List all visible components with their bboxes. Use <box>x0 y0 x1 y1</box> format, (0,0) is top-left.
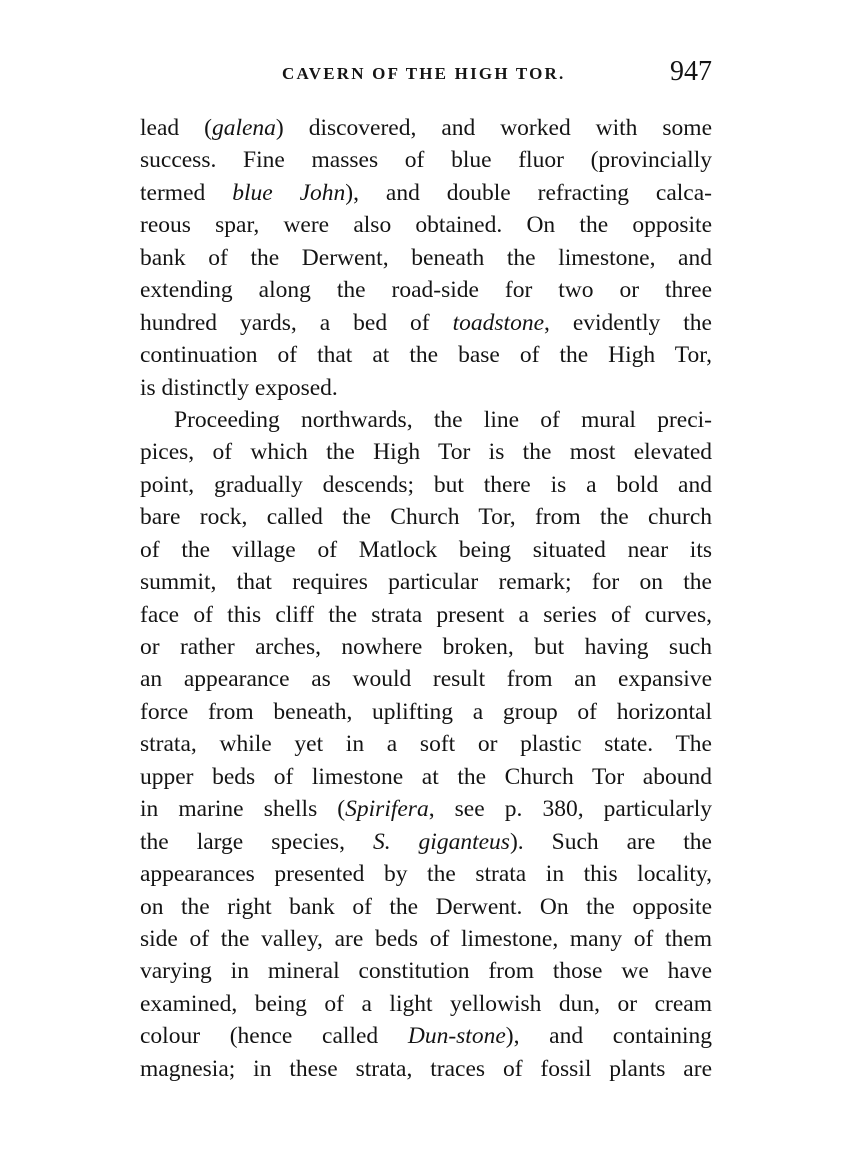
running-head <box>140 56 712 96</box>
text-line <box>140 177 712 209</box>
italic-run: S. giganteus <box>372 828 510 855</box>
text-line <box>140 761 712 793</box>
text-line <box>140 436 712 468</box>
text-run: examined, being of a light yellowish dun, or cream <box>140 990 712 1017</box>
italic-run: galena <box>211 115 276 141</box>
text-run: ). Such are the <box>509 828 712 855</box>
text-run: , evidently the <box>544 309 712 336</box>
text-run: is distinctly exposed. <box>140 374 338 401</box>
text-line <box>140 209 712 241</box>
text-run: hundred yards, a bed of <box>140 309 453 336</box>
text-run: Proceeding northwards, the line of mural preci- <box>174 406 712 433</box>
text-line <box>140 631 712 663</box>
text-line <box>140 112 712 144</box>
text-run: ) discovered, and worked with some <box>275 115 712 141</box>
text-run: magnesia; in these strata, traces of fossil plants are <box>140 1055 712 1082</box>
text-line <box>140 534 712 566</box>
text-line <box>140 307 712 339</box>
text-run: varying in mineral constitution from those we have <box>140 958 712 985</box>
text-line <box>140 923 712 955</box>
text-line <box>140 793 712 825</box>
italic-run: Dun-stone <box>407 1023 506 1050</box>
text-run: appearances presented by the strata in this locality, <box>140 861 712 888</box>
text-run: bank of the Derwent, beneath the limestone, and <box>140 244 712 271</box>
text-run: , see p. 380, particularly <box>428 796 712 823</box>
text-run: pices, of which the High Tor is the most elevated <box>140 439 712 466</box>
text-run: lead ( <box>140 115 212 141</box>
text-run: continuation of that at the base of the High Tor, <box>140 342 712 369</box>
text-run: colour (hence called <box>140 1023 408 1050</box>
text-line <box>140 566 712 598</box>
italic-run: blue John <box>232 179 346 206</box>
text-line <box>140 858 712 890</box>
text-run: summit, that requires particular remark; for on the <box>140 569 712 596</box>
text-line <box>140 144 712 176</box>
page-number: 947 <box>670 56 712 87</box>
paragraph <box>140 404 712 1085</box>
text-run: face of this cliff the strata present a series of curves, <box>140 601 712 628</box>
italic-run: Spirifera <box>345 796 429 823</box>
text-line <box>140 988 712 1020</box>
text-run: force from beneath, uplifting a group of horizontal <box>140 698 712 725</box>
text-run: the large species, <box>140 828 373 855</box>
text-line <box>140 826 712 858</box>
text-line <box>140 242 712 274</box>
text-line <box>140 404 712 436</box>
text-line <box>140 339 712 371</box>
text-line <box>140 696 712 728</box>
text-run: reous spar, were also obtained. On the opposite <box>140 212 712 239</box>
text-line <box>140 955 712 987</box>
body-text <box>140 112 712 1085</box>
text-run: upper beds of limestone at the Church Tor abound <box>140 763 712 790</box>
text-run: termed <box>140 179 233 206</box>
text-run: point, gradually descends; but there is a bold and <box>140 471 712 498</box>
text-line <box>140 372 712 404</box>
text-run: an appearance as would result from an expansive <box>140 666 712 693</box>
text-run: of the village of Matlock being situated near its <box>140 536 712 563</box>
text-line <box>140 469 712 501</box>
text-run: ), and containing <box>505 1023 712 1050</box>
text-line <box>140 663 712 695</box>
text-line <box>140 728 712 760</box>
text-run: in marine shells ( <box>140 796 346 823</box>
text-line <box>140 1053 712 1085</box>
text-line <box>140 501 712 533</box>
text-run: success. Fine masses of blue fluor (provincially <box>140 147 712 174</box>
running-title: CAVERN OF THE HIGH TOR. <box>282 64 566 83</box>
text-run: side of the valley, are beds of limestone, many of them <box>140 925 712 952</box>
text-line <box>140 1020 712 1052</box>
text-run: or rather arches, nowhere broken, but having such <box>140 634 712 660</box>
italic-run: toadstone <box>452 309 544 336</box>
text-run: strata, while yet in a soft or plastic state. The <box>140 731 712 758</box>
text-run: bare rock, called the Church Tor, from the church <box>140 504 712 531</box>
paragraph <box>140 112 712 404</box>
text-line <box>140 599 712 631</box>
text-run: ), and double refracting calca- <box>345 179 712 206</box>
text-run: extending along the road-side for two or three <box>140 277 712 304</box>
text-line <box>140 274 712 306</box>
text-line <box>140 891 712 923</box>
text-run: on the right bank of the Derwent. On the opposite <box>140 893 712 920</box>
